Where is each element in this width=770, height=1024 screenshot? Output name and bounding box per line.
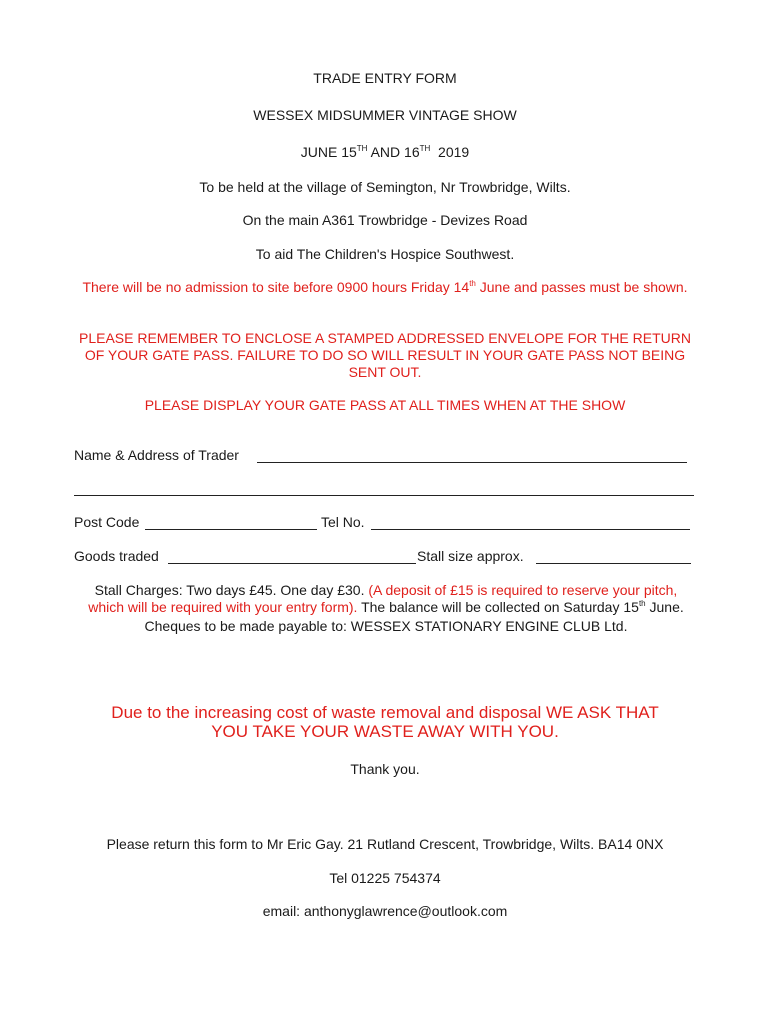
goods-traded-label: Goods traded: [74, 548, 159, 564]
show-dates: [0, 144, 770, 163]
balance-text-2: June. Cheques to be made payable to: WESSEX STATIONARY ENGINE CLUB Ltd.: [144, 599, 684, 634]
venue-text: To be held at the village of Semington, Nr Trowbridge, Wilts.: [199, 179, 571, 195]
date-suffix: 2019: [430, 144, 470, 160]
post-code-field[interactable]: [145, 529, 317, 530]
tel-label: Tel No.: [321, 514, 365, 530]
charges-intro: Stall Charges: Two days £45. One day £30.: [94, 582, 369, 598]
balance-sup: th: [638, 599, 646, 608]
admission-notice: [72, 279, 698, 298]
name-address-field[interactable]: [257, 462, 687, 463]
waste-notice-line-1: Due to the increasing cost of waste removal and disposal WE ASK THAT: [111, 703, 659, 722]
charity-text: To aid The Children's Hospice Southwest.: [255, 246, 515, 262]
date-mid: AND 16: [367, 144, 420, 160]
admission-text-2: June and passes must be shown.: [475, 279, 688, 295]
return-address-text: Please return this form to Mr Eric Gay. 21 Rutland Crescent, Trowbridge, Wilts. BA14 0NX: [106, 836, 664, 852]
sae-notice: PLEASE REMEMBER TO ENCLOSE A STAMPED ADDRESSED ENVELOPE FOR THE RETURN OF YOUR GATE PASS. FAILURE TO DO SO WILL RESULT IN YOUR GATE PASS NOT BEING SENT OUT.: [78, 330, 691, 380]
show-name: WESSEX MIDSUMMER VINTAGE SHOW: [253, 107, 517, 123]
date-prefix: JUNE 15: [300, 144, 357, 160]
road-text: On the main A361 Trowbridge - Devizes Road: [242, 212, 528, 228]
date-sup-2: TH: [419, 144, 431, 153]
stall-size-field[interactable]: [536, 563, 691, 564]
balance-text-1: The balance will be collected on Saturday 15: [357, 599, 639, 615]
waste-notice-line-2: YOU TAKE YOUR WASTE AWAY WITH YOU.: [211, 722, 559, 741]
deposit-text: (A deposit of £15 is required to reserve your pitch, which will be required with your entry form).: [88, 582, 678, 615]
thank-you-text: Thank you.: [350, 761, 420, 777]
date-sup-1: TH: [356, 144, 368, 153]
post-code-label: Post Code: [74, 514, 140, 530]
form-title: TRADE ENTRY FORM: [313, 70, 457, 86]
goods-traded-field[interactable]: [168, 563, 416, 564]
stall-charges-text: [80, 582, 692, 635]
contact-email-text: email: anthonyglawrence@outlook.com: [262, 903, 508, 919]
admission-sup: th: [469, 279, 476, 288]
admission-text-1: There will be no admission to site before 0900 hours Friday 14: [82, 279, 470, 295]
tel-field[interactable]: [371, 529, 690, 530]
name-address-label: Name & Address of Trader: [74, 447, 239, 463]
contact-tel-text: Tel 01225 754374: [329, 870, 441, 886]
stall-size-label: Stall size approx.: [417, 548, 524, 564]
display-pass-notice: PLEASE DISPLAY YOUR GATE PASS AT ALL TIMES WHEN AT THE SHOW: [144, 397, 626, 413]
address-line-2-field[interactable]: [74, 495, 694, 496]
